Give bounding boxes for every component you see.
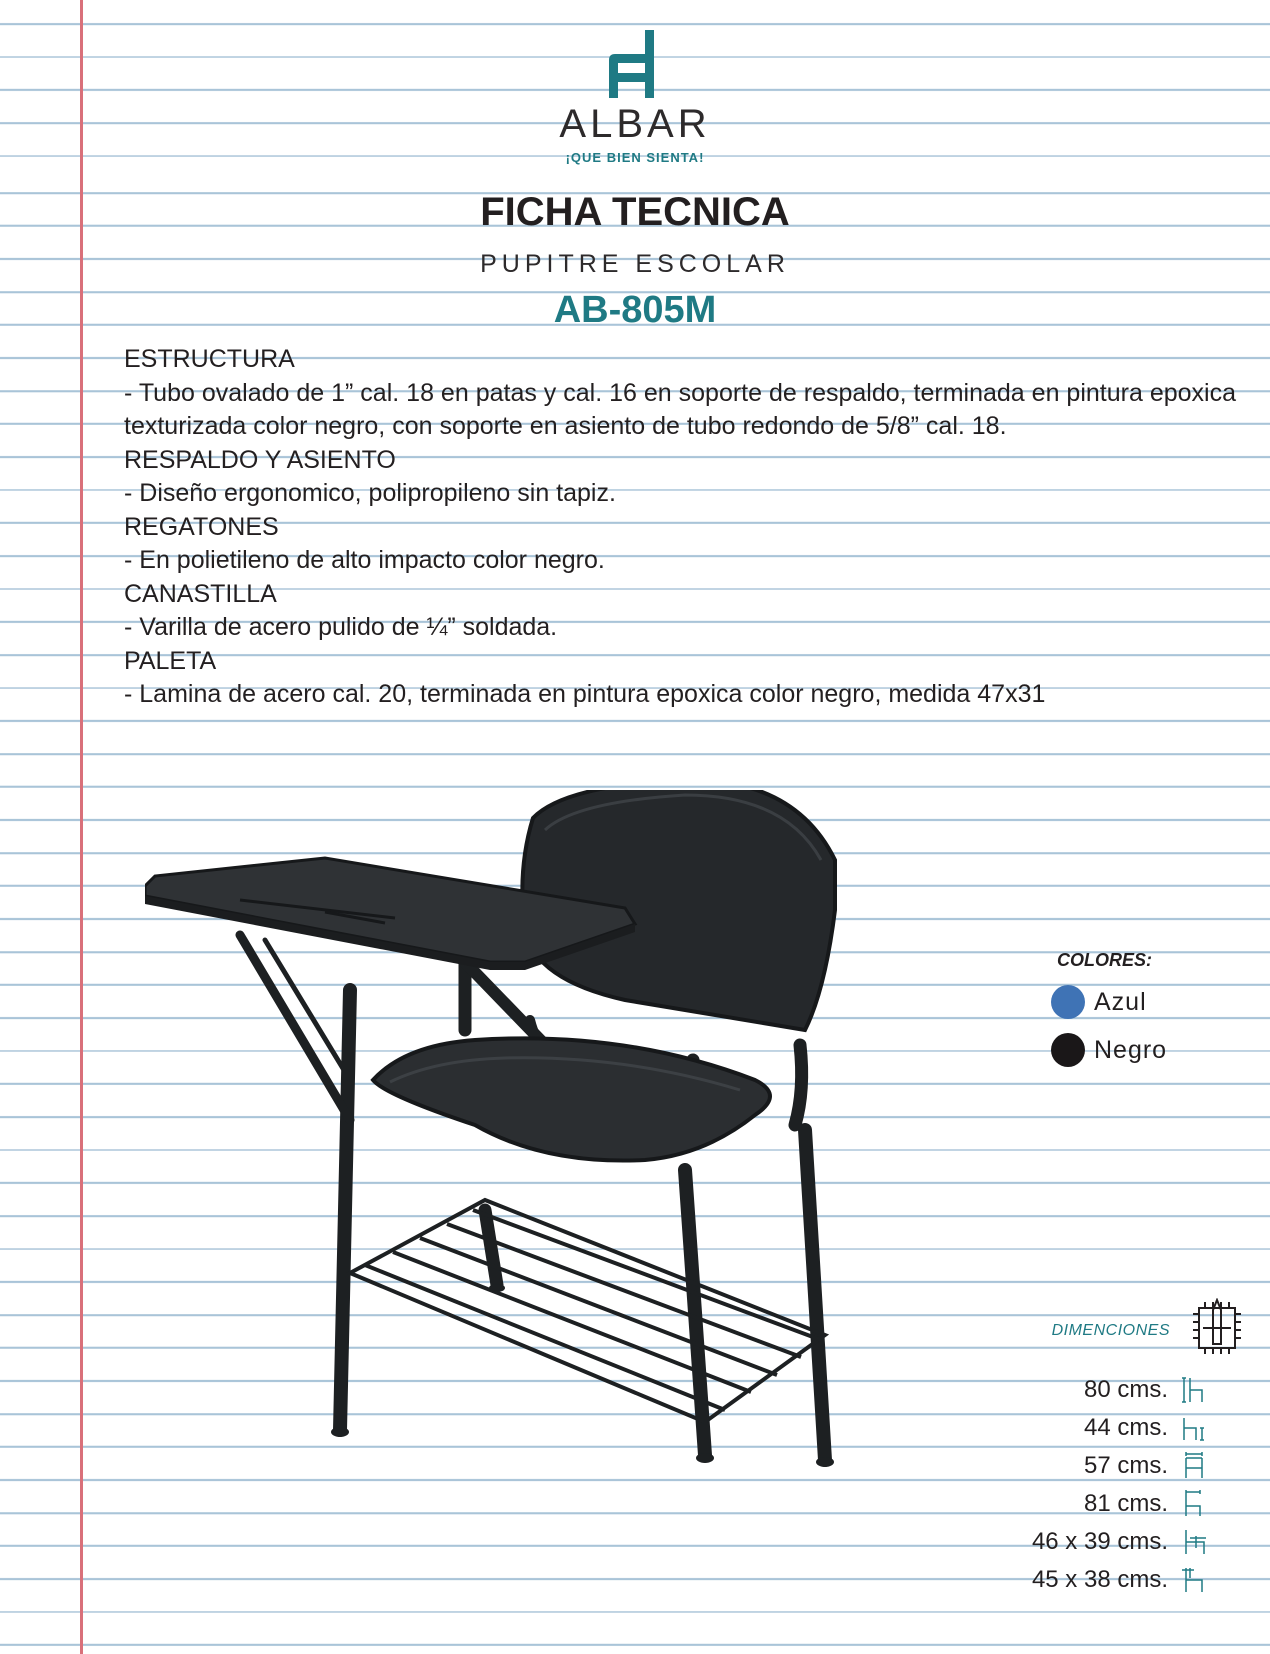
backrest-size-icon bbox=[1182, 1566, 1210, 1594]
dimension-row bbox=[960, 1524, 1210, 1560]
color-swatch bbox=[1051, 1033, 1085, 1067]
spec-description: - Varilla de acero pulido de ¼” soldada. bbox=[124, 613, 558, 641]
chair-depth-icon bbox=[1182, 1490, 1210, 1518]
dimension-value: 57 cms. bbox=[1083, 1452, 1168, 1479]
chair-logo-icon bbox=[605, 30, 665, 100]
spec-description: - Lamina de acero cal. 20, terminada en pintura epoxica color negro, medida 47x31 bbox=[124, 680, 1046, 708]
spec-description: - Diseño ergonomico, polipropileno sin tapiz. bbox=[124, 479, 616, 507]
measurement-tools-icon bbox=[1191, 1298, 1243, 1356]
spec-description: - En polietileno de alto impacto color negro. bbox=[124, 546, 605, 574]
dimension-row bbox=[960, 1486, 1210, 1522]
spec-heading: REGATONES bbox=[124, 512, 279, 541]
color-option-negro bbox=[1051, 1032, 1167, 1068]
dimensions-title: DIMENCIONES bbox=[1051, 1322, 1170, 1339]
spec-heading: RESPALDO Y ASIENTO bbox=[124, 445, 396, 474]
chair-width-icon bbox=[1182, 1452, 1210, 1480]
notebook-margin-line bbox=[80, 0, 83, 1654]
colors-title: COLORES: bbox=[1057, 950, 1153, 970]
color-swatch bbox=[1051, 985, 1085, 1019]
dimension-row bbox=[960, 1372, 1210, 1408]
dimension-value: 81 cms. bbox=[1083, 1490, 1168, 1517]
color-option-azul bbox=[1051, 984, 1147, 1020]
seat-height-icon bbox=[1182, 1414, 1210, 1442]
dimension-row bbox=[960, 1562, 1210, 1598]
dimension-row bbox=[960, 1410, 1210, 1446]
seat-size-icon bbox=[1182, 1528, 1210, 1556]
dimension-value: 46 x 39 cms. bbox=[1031, 1528, 1168, 1555]
color-label: Azul bbox=[1094, 987, 1147, 1016]
dimension-value: 44 cms. bbox=[1083, 1414, 1168, 1441]
spec-list bbox=[124, 343, 1236, 712]
spec-heading: ESTRUCTURA bbox=[124, 345, 295, 373]
page-title: FICHA TECNICA bbox=[480, 190, 790, 234]
spec-description: - Tubo ovalado de 1” cal. 18 en patas y cal. 16 en soporte de respaldo, terminada en pintura epoxica texturizada color negro, con soporte en asiento de tubo redondo de 5/8” cal. 18. bbox=[124, 378, 1236, 440]
chair-height-icon bbox=[1182, 1376, 1210, 1404]
product-category: PUPITRE ESCOLAR bbox=[480, 250, 790, 278]
brand-name: ALBAR bbox=[559, 102, 711, 146]
product-photo-school-desk-chair bbox=[145, 790, 905, 1640]
brand-tagline: ¡QUE BIEN SIENTA! bbox=[565, 150, 705, 165]
brand-logo bbox=[535, 30, 735, 165]
dimension-value: 45 x 38 cms. bbox=[1031, 1566, 1168, 1593]
dimension-value: 80 cms. bbox=[1083, 1376, 1168, 1403]
spec-heading: PALETA bbox=[124, 646, 217, 675]
color-label: Negro bbox=[1094, 1035, 1168, 1064]
spec-heading: CANASTILLA bbox=[124, 579, 277, 608]
product-model: AB-805M bbox=[553, 289, 717, 331]
dimension-row bbox=[960, 1448, 1210, 1484]
